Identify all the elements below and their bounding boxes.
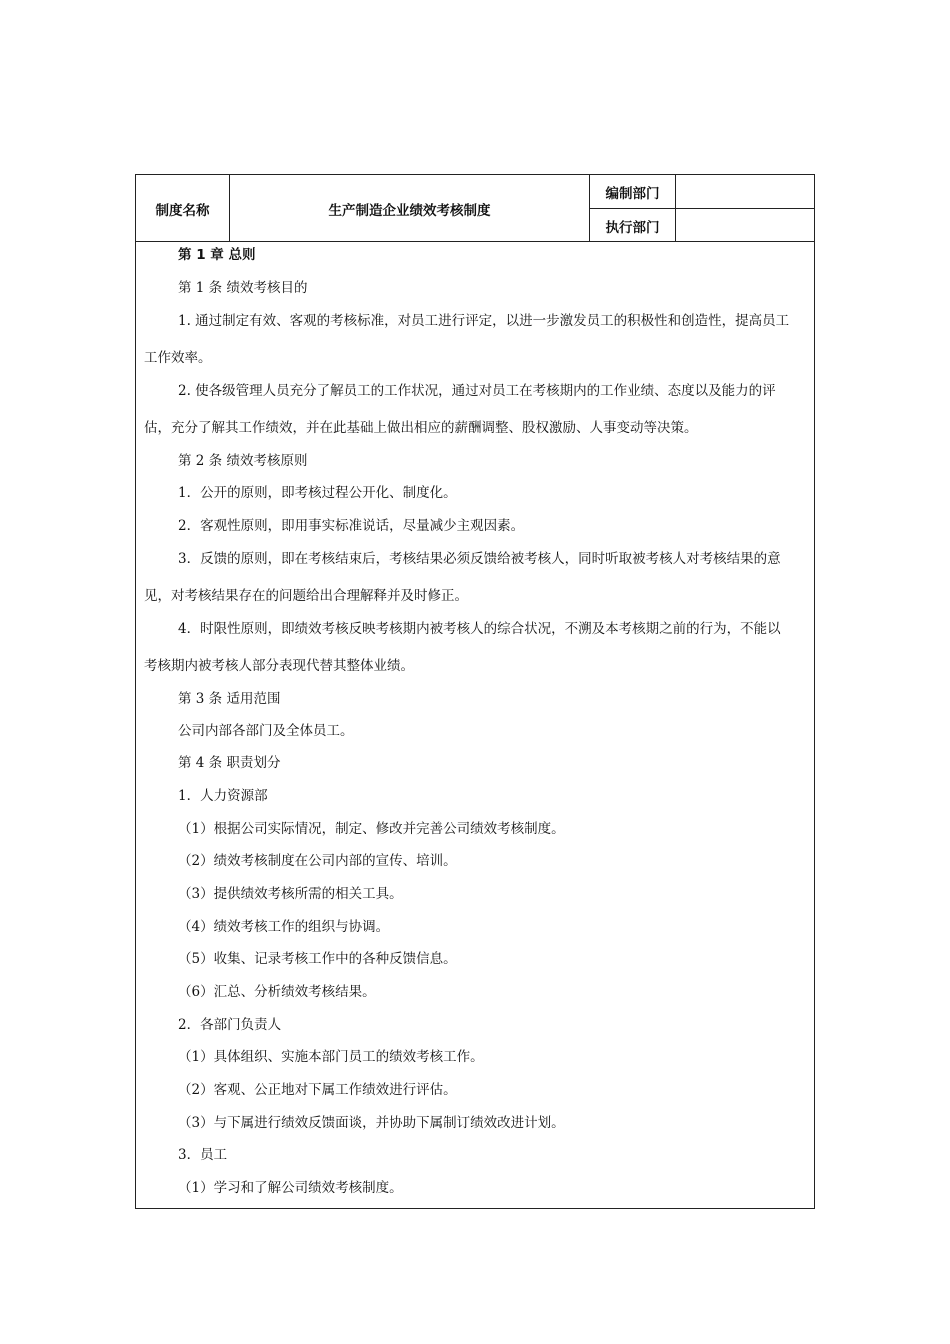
policy-title: 生产制造企业绩效考核制度 [328, 202, 491, 219]
paragraph-cont: 见，对考核结果存在的问题给出合理解释并及时修正。 [144, 588, 468, 604]
exec-dept-value [676, 209, 814, 242]
list-item: （1）学习和了解公司绩效考核制度。 [178, 1180, 403, 1196]
article-title: 第 1 条 绩效考核目的 [178, 280, 308, 296]
section-heading: 2．各部门负责人 [178, 1017, 282, 1033]
paragraph: 4．时限性原则，即绩效考核反映考核期内被考核人的综合状况，不溯及本考核期之前的行为，不能以 [178, 621, 781, 637]
paragraph: 1. 通过制定有效、客观的考核标准，对员工进行评定，以进一步激发员工的积极性和创造性，提高员工 [178, 313, 790, 329]
paragraph-cont: 估，充分了解其工作绩效，并在此基础上做出相应的薪酬调整、股权激励、人事变动等决策。 [144, 420, 698, 436]
list-item: （3）提供绩效考核所需的相关工具。 [178, 886, 403, 902]
paragraph: 1．公开的原则，即考核过程公开化、制度化。 [178, 485, 457, 501]
article-title: 第 4 条 职责划分 [178, 755, 281, 771]
exec-dept-label: 执行部门 [605, 219, 660, 236]
edit-dept-value [676, 175, 814, 208]
paragraph-cont: 考核期内被考核人部分表现代替其整体业绩。 [144, 658, 414, 674]
list-item: （1）根据公司实际情况，制定、修改并完善公司绩效考核制度。 [178, 821, 565, 837]
chapter-heading: 第 1 章 总则 [178, 247, 256, 263]
list-item: （5）收集、记录考核工作中的各种反馈信息。 [178, 951, 457, 967]
article-title: 第 2 条 绩效考核原则 [178, 453, 308, 469]
paragraph: 2．客观性原则，即用事实标准说话，尽量减少主观因素。 [178, 518, 525, 534]
section-heading: 1．人力资源部 [178, 788, 268, 804]
article-title: 第 3 条 适用范围 [178, 691, 281, 707]
list-item: （4）绩效考核工作的组织与协调。 [178, 919, 390, 935]
edit-dept-label: 编制部门 [605, 185, 660, 202]
document-header [136, 175, 814, 242]
policy-document-table [135, 174, 815, 1209]
paragraph: 2. 使各级管理人员充分了解员工的工作状况，通过对员工在考核期内的工作业绩、态度以及能力的评 [178, 383, 776, 399]
policy-name-label: 制度名称 [155, 202, 210, 219]
section-heading: 3．员工 [178, 1147, 228, 1163]
list-item: （2）客观、公正地对下属工作绩效进行评估。 [178, 1082, 457, 1098]
paragraph: 3．反馈的原则，即在考核结束后，考核结果必须反馈给被考核人，同时听取被考核人对考核结果的意 [178, 551, 781, 567]
list-item: （6）汇总、分析绩效考核结果。 [178, 984, 376, 1000]
paragraph-cont: 工作效率。 [144, 350, 212, 366]
list-item: （2）绩效考核制度在公司内部的宣传、培训。 [178, 853, 457, 869]
paragraph: 公司内部各部门及全体员工。 [178, 723, 354, 739]
list-item: （3）与下属进行绩效反馈面谈，并协助下属制订绩效改进计划。 [178, 1115, 565, 1131]
list-item: （1）具体组织、实施本部门员工的绩效考核工作。 [178, 1049, 484, 1065]
